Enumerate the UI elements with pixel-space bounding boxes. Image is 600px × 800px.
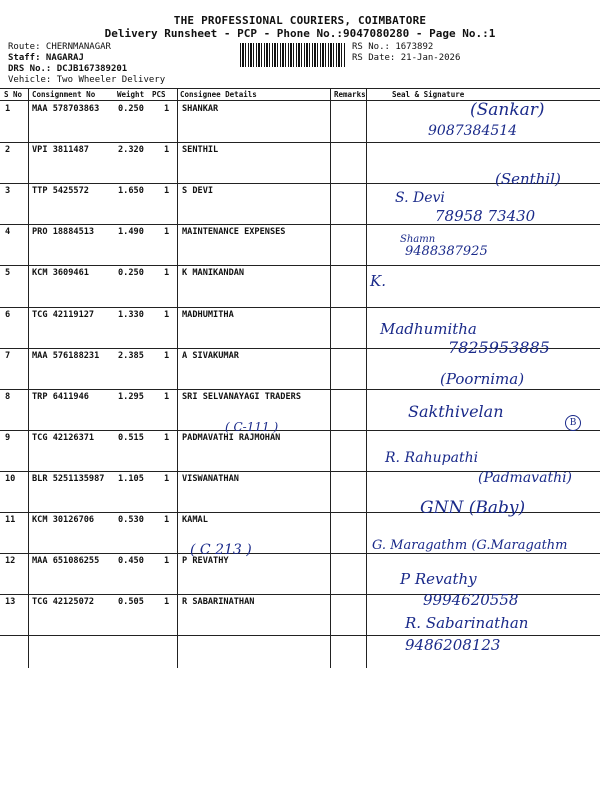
table-row-sno: 3: [5, 186, 11, 197]
signature: 9087384514: [428, 123, 518, 139]
staff-label: Staff: NAGARAJ: [8, 53, 84, 63]
signature: G. Maragathm (G.Maragathm: [372, 538, 568, 553]
row-divider: [0, 142, 600, 143]
table-row-weight: 1.105: [118, 473, 144, 484]
row-divider: [0, 430, 600, 431]
table-row-consignee: S DEVI: [182, 186, 214, 197]
signature-stamp: B: [565, 415, 581, 431]
barcode: [240, 43, 346, 67]
table-row-pcs: 1: [164, 350, 170, 361]
table-row-pcs: 1: [164, 473, 170, 484]
signature: S. Devi: [395, 190, 445, 206]
signature: R. Rahupathi: [385, 450, 479, 466]
signature: Sakthivelan: [408, 402, 504, 421]
route-label: Route: CHERNMANAGAR: [8, 42, 111, 52]
handwritten-note: ( C-111 ): [225, 420, 279, 434]
signature: GNN (Baby): [420, 498, 526, 518]
table-row-weight: 0.450: [118, 556, 144, 567]
signature: 78958 73430: [435, 207, 536, 225]
table-row-consignment: TCG 42125072: [32, 597, 95, 608]
row-divider: [0, 553, 600, 554]
row-divider: [0, 389, 600, 390]
table-row-pcs: 1: [164, 309, 170, 320]
table-row-pcs: 1: [164, 432, 170, 443]
handwritten-note: ( C 213 ): [190, 542, 252, 558]
table-row-consignee: MAINTENANCE EXPENSES: [182, 227, 286, 238]
table-row-weight: 2.385: [118, 350, 144, 361]
table-row-pcs: 1: [164, 104, 170, 114]
table-row-consignee: VISWANATHAN: [182, 473, 239, 484]
table-row-pcs: 1: [164, 186, 170, 197]
table-row-consignment: BLR 5251135987: [32, 473, 105, 484]
table-row-consignment: PRO 18884513: [32, 227, 95, 238]
table-row-weight: 0.530: [118, 515, 144, 525]
table-row-sno: 6: [5, 309, 11, 320]
table-row-weight: 0.250: [118, 268, 144, 279]
table-row-consignee: R SABARINATHAN: [182, 597, 255, 608]
signature: (Poornima): [440, 370, 525, 388]
table-row-weight: 2.320: [118, 145, 144, 156]
table-row-pcs: 1: [164, 515, 170, 525]
col-signature: Seal & Signature: [392, 90, 465, 99]
col-weight: Weight: [117, 90, 145, 99]
rs-date: RS Date: 21-Jan-2026: [352, 53, 461, 63]
table-row-consignment: MAA 576188231: [32, 350, 100, 361]
signature: P Revathy: [400, 570, 477, 588]
table-row-sno: 4: [5, 227, 11, 238]
table-row-pcs: 1: [164, 556, 170, 567]
table-row-pcs: 1: [164, 268, 170, 279]
signature: 9488387925: [405, 244, 488, 259]
signature: (Sankar): [470, 100, 545, 120]
table-row-pcs: 1: [164, 391, 170, 402]
table-row-consignment: KCM 30126706: [32, 515, 95, 525]
signature: 9994620558: [423, 591, 519, 609]
table-row-sno: 1: [5, 104, 11, 114]
table-row-consignee: MADHUMITHA: [182, 309, 234, 320]
table-row-sno: 7: [5, 350, 11, 361]
column-divider: [330, 88, 331, 668]
table-row-consignment: TRP 6411946: [32, 391, 89, 402]
table-row-weight: 0.515: [118, 432, 144, 443]
table-row-weight: 0.505: [118, 597, 144, 608]
vehicle-label: Vehicle: Two Wheeler Delivery: [8, 75, 166, 85]
signature: (Senthil): [495, 170, 561, 188]
table-row-consignment: MAA 651086255: [32, 556, 100, 567]
table-row-consignee: P REVATHY: [182, 556, 229, 567]
col-sno: S No: [4, 90, 23, 99]
table-row-weight: 0.250: [118, 104, 144, 114]
table-row-sno: 10: [5, 473, 16, 484]
table-row-consignment: TCG 42126371: [32, 432, 95, 443]
table-row-consignee: SENTHIL: [182, 145, 219, 156]
row-divider: [0, 265, 600, 266]
signature: Shamn: [400, 234, 436, 245]
table-row-sno: 9: [5, 432, 11, 443]
table-row-pcs: 1: [164, 227, 170, 238]
table-row-pcs: 1: [164, 597, 170, 608]
table-row-consignment: VPI 3811487: [32, 145, 89, 156]
table-row-consignment: MAA 578703863: [32, 104, 100, 114]
col-remarks: Remarks: [334, 90, 366, 99]
row-divider: [0, 307, 600, 308]
table-row-consignee: PADMAVATHI RAJMOHAN: [182, 432, 281, 443]
document-title: THE PROFESSIONAL COURIERS, COIMBATORE: [173, 14, 427, 27]
table-row-weight: 1.650: [118, 186, 144, 197]
rs-number: RS No.: 1673892: [352, 42, 434, 52]
table-row-pcs: 1: [164, 145, 170, 156]
table-row-consignee: SRI SELVANAYAGI TRADERS: [182, 391, 301, 402]
drs-label: DRS No.: DCJB167389201: [8, 64, 128, 74]
table-top-line: [0, 88, 600, 89]
table-row-sno: 2: [5, 145, 11, 156]
table-row-weight: 1.330: [118, 309, 144, 320]
table-row-weight: 1.490: [118, 227, 144, 238]
table-row-consignment: KCM 3609461: [32, 268, 89, 279]
signature: (Padmavathi): [478, 470, 573, 486]
document-subtitle: Delivery Runsheet - PCP - Phone No.:9047080280 - Page No.:1: [104, 27, 496, 40]
table-row-consignee: KAMAL: [182, 515, 208, 525]
table-header: [0, 90, 600, 100]
table-row-consignment: TTP 5425572: [32, 186, 89, 197]
table-row-weight: 1.295: [118, 391, 144, 402]
table-row-sno: 13: [5, 597, 16, 608]
col-consignment: Consignment No: [32, 90, 96, 99]
col-consignee: Consignee Details: [180, 90, 257, 99]
signature: K.: [370, 272, 386, 290]
table-row-consignment: TCG 42119127: [32, 309, 95, 320]
signature: 7825953885: [448, 338, 550, 357]
column-divider: [366, 88, 367, 668]
column-divider: [28, 88, 29, 668]
table-row-sno: 12: [5, 556, 16, 567]
row-divider: [0, 635, 600, 636]
table-row-consignee: K MANIKANDAN: [182, 268, 245, 279]
signature: 9486208123: [405, 636, 501, 654]
table-row-sno: 8: [5, 391, 11, 402]
table-row-consignee: SHANKAR: [182, 104, 219, 114]
signature: Madhumitha: [380, 320, 477, 338]
table-row-sno: 11: [5, 515, 16, 525]
table-row-consignee: A SIVAKUMAR: [182, 350, 239, 361]
signature: R. Sabarinathan: [405, 614, 529, 632]
column-divider: [177, 88, 178, 668]
col-pcs: PCS: [152, 90, 166, 99]
table-row-sno: 5: [5, 268, 11, 279]
